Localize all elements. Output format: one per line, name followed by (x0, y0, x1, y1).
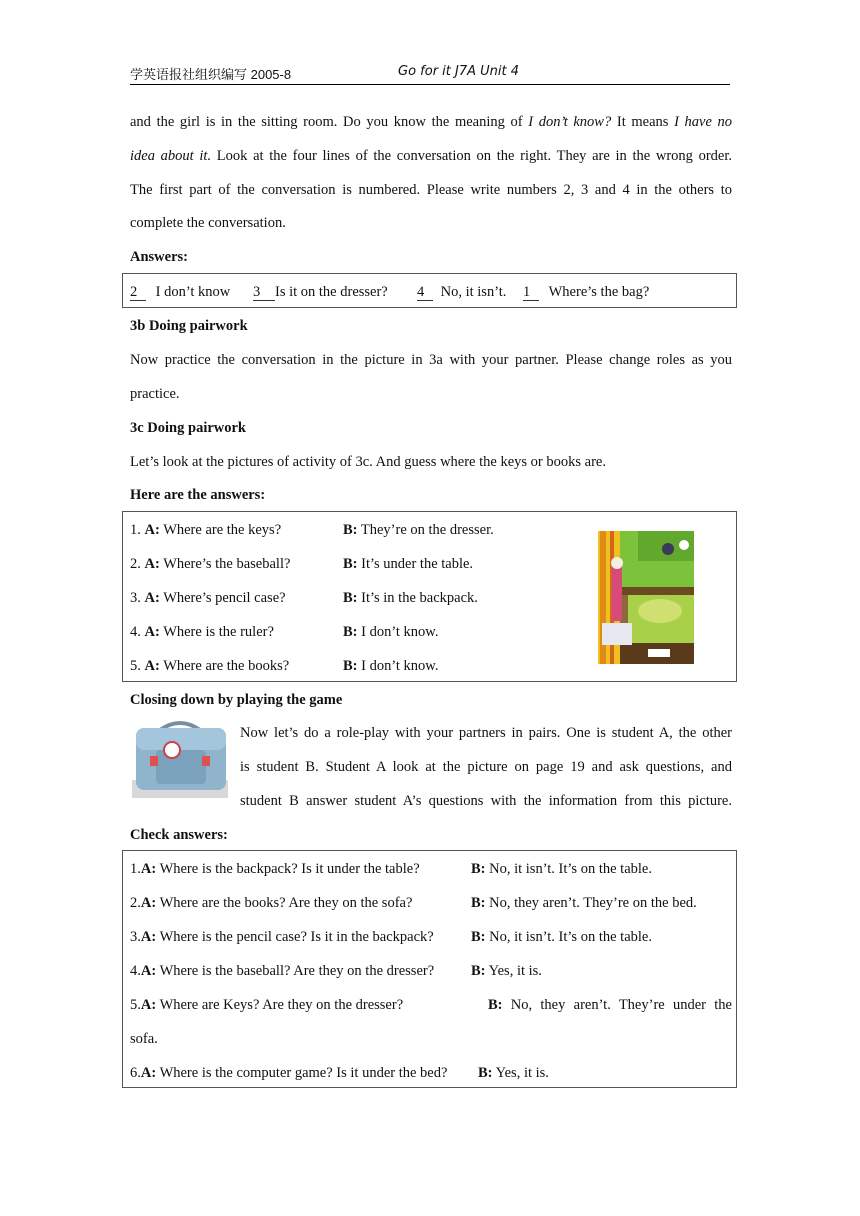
answers-3a-box (122, 273, 737, 308)
check-row-4-answer: B: Yes, it is. (471, 963, 542, 979)
check-answers-box (122, 850, 737, 1088)
check-row-5-answer: B: No, they aren’t. They’re under the (488, 997, 732, 1013)
answer-number: 1 (523, 284, 539, 301)
answer-item-3 (417, 282, 506, 302)
section-3c-text: Let’s look at the pictures of activity of 3c. And guess where the keys or books are. (130, 454, 606, 470)
intro-line-3: The first part of the conversation is numbered. Please write numbers 2, 3 and 4 in the others to (130, 182, 732, 198)
qa-row-3-question: 3. A: Where’s pencil case? (130, 590, 286, 606)
answer-number: 2 (130, 284, 146, 301)
section-3b-line-1: Now practice the conversation in the picture in 3a with your partner. Please change roles as you (130, 352, 732, 368)
qa-row-5-question: 5. A: Where are the books? (130, 658, 290, 674)
qa-row-3-answer: B: It’s in the backpack. (343, 590, 478, 606)
qa-row-5-answer: B: I don’t know. (343, 658, 439, 674)
check-row-3-answer: B: No, it isn’t. It’s on the table. (471, 929, 652, 945)
check-row-1-question: 1.A: Where is the backpack? Is it under the table? (130, 861, 420, 877)
answer-number: 4 (417, 284, 433, 301)
answer-item-4 (523, 282, 649, 302)
intro-line-1: and the girl is in the sitting room. Do you know the meaning of I don’t know? It means I have no (130, 114, 733, 130)
page-header (130, 64, 730, 85)
closing-heading: Closing down by playing the game (130, 692, 343, 708)
header-publisher: 学英语报社组织编写 2005-8 (130, 67, 292, 82)
answer-item-1 (130, 282, 230, 302)
qa-row-1-answer: B: They’re on the dresser. (343, 522, 494, 538)
check-row-2-answer: B: No, they aren’t. They’re on the bed. (471, 895, 697, 911)
closing-line-2: is student B. Student A look at the picture on page 19 and ask questions, and (240, 759, 732, 775)
check-row-6-question: 6.A: Where is the computer game? Is it under the bed? (130, 1065, 448, 1081)
check-row-2-question: 2.A: Where are the books? Are they on the sofa? (130, 895, 413, 911)
check-row-6-answer: B: Yes, it is. (478, 1065, 549, 1081)
check-answers-heading: Check answers: (130, 827, 228, 843)
qa-row-4-answer: B: I don’t know. (343, 624, 439, 640)
check-row-1-answer: B: No, it isn’t. It’s on the table. (471, 861, 652, 877)
qa-row-2-answer: B: It’s under the table. (343, 556, 474, 572)
backpack-image (130, 716, 230, 800)
qa-row-1-question: 1. A: Where are the keys? (130, 522, 282, 538)
answers-3c-heading: Here are the answers: (130, 487, 266, 503)
intro-line-4: complete the conversation. (130, 215, 286, 231)
qa-row-2-question: 2. A: Where’s the baseball? (130, 556, 291, 572)
answer-item-2 (253, 282, 388, 302)
answer-text: I don’t know (155, 284, 231, 300)
answer-text: Where’s the bag? (548, 284, 650, 300)
section-3b-heading: 3b Doing pairwork (130, 318, 248, 334)
answer-text: Is it on the dresser? (275, 284, 388, 300)
bedroom-photo (598, 531, 694, 664)
qa-row-4-question: 4. A: Where is the ruler? (130, 624, 274, 640)
section-3b-line-2: practice. (130, 386, 180, 402)
check-row-3-question: 3.A: Where is the pencil case? Is it in the backpack? (130, 929, 434, 945)
answers-heading: Answers: (130, 249, 188, 265)
closing-line-3: student B answer student A’s questions with the information from this picture. (240, 793, 732, 809)
section-3c-heading: 3c Doing pairwork (130, 420, 246, 436)
check-row-4-question: 4.A: Where is the baseball? Are they on the dresser? (130, 963, 435, 979)
check-row-5-continuation: sofa. (130, 1031, 158, 1047)
answer-number: 3 (253, 284, 275, 301)
closing-line-1: Now let’s do a role-play with your partners in pairs. One is student A, the other (240, 725, 732, 741)
intro-line-2: idea about it. Look at the four lines of the conversation on the right. They are in the wrong order. (130, 148, 733, 164)
header-unit: Go for it J7A Unit 4 (398, 64, 520, 79)
answer-text: No, it isn’t. (440, 284, 507, 300)
check-row-5-question: 5.A: Where are Keys? Are they on the dresser? (130, 997, 404, 1013)
